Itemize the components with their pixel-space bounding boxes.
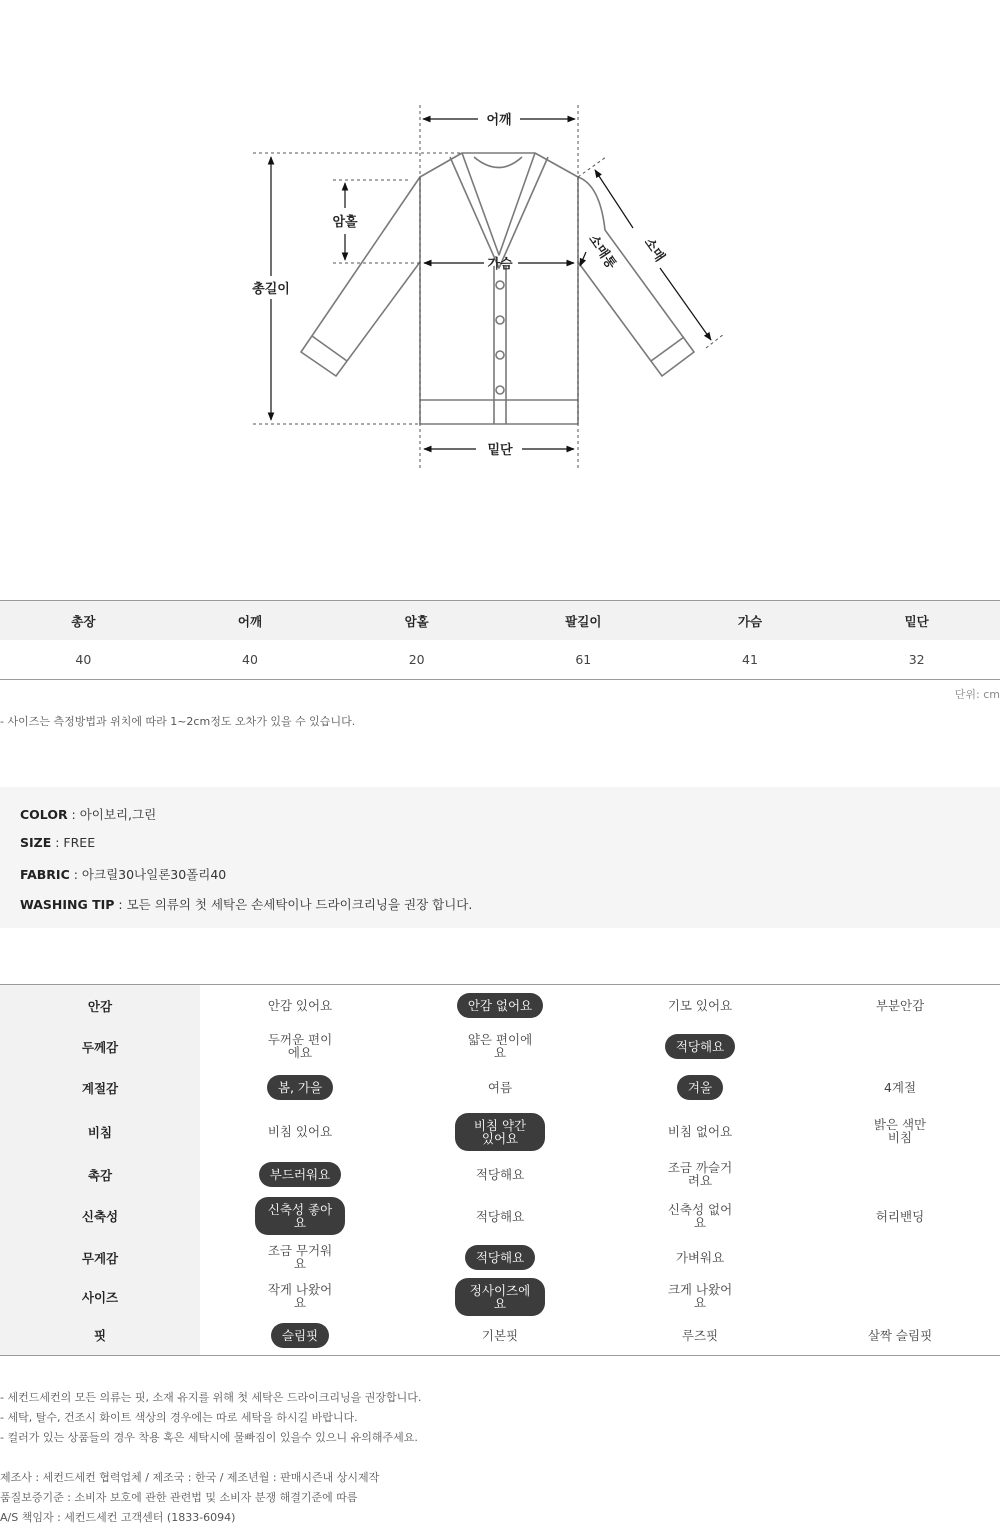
fit-option-cell	[600, 1195, 800, 1238]
info-washing	[20, 895, 472, 913]
fit-option-selected: 부드러워요	[259, 1162, 341, 1187]
info-size	[20, 835, 95, 850]
fit-option-cell	[600, 1109, 800, 1155]
fit-option-cell	[600, 1316, 800, 1356]
info-fabric-value: : 아크릴30나일론30폴리40	[69, 867, 227, 882]
fit-option-selected: 적당해요	[665, 1034, 735, 1059]
fit-option-cell	[600, 1155, 800, 1195]
fit-option-cell	[200, 985, 400, 1027]
size-value-cell: 20	[333, 640, 500, 680]
size-value-cell: 40	[167, 640, 334, 680]
care-note: - 세탁, 탈수, 건조시 화이트 색상의 경우에는 따로 세탁을 하시길 바랍니다.	[0, 1411, 358, 1424]
fit-option: 조금 무거워요	[267, 1243, 333, 1271]
fit-option-cell	[800, 985, 1000, 1027]
fit-option-cell	[400, 1155, 600, 1195]
size-value-cell: 40	[0, 640, 167, 680]
fit-row	[0, 1195, 1000, 1238]
fit-option-cell	[600, 1027, 800, 1067]
fit-option-selected: 봄, 가을	[267, 1075, 333, 1100]
fit-row-label: 사이즈	[0, 1278, 200, 1316]
info-color-label: COLOR	[20, 807, 68, 822]
fit-option: 신축성 없어요	[667, 1201, 733, 1230]
size-value-cell: 41	[667, 640, 834, 680]
fit-option-cell	[800, 1278, 1000, 1316]
fit-row	[0, 1238, 1000, 1278]
fit-option-cell	[800, 1195, 1000, 1238]
size-header-cell: 총장	[0, 601, 167, 641]
fit-option: 기모 있어요	[667, 998, 733, 1014]
info-washing-value: : 모든 의류의 첫 세탁은 손세탁이나 드라이크리닝을 권장 합니다.	[114, 897, 473, 912]
manufacturer-line: 제조사 : 세컨드세컨 협력업체 / 제조국 : 한국 / 제조년월 : 판매시즌내 상시제작	[0, 1471, 380, 1484]
fit-option: 작게 나왔어요	[267, 1282, 333, 1310]
fit-option-cell	[200, 1027, 400, 1067]
fit-option-selected: 슬림핏	[271, 1323, 329, 1348]
fit-row-label: 촉감	[0, 1155, 200, 1195]
label-shoulder: 어깨	[486, 113, 512, 128]
label-chest: 가슴	[487, 257, 513, 272]
size-header-cell: 어깨	[167, 601, 334, 641]
fit-option: 부분안감	[875, 998, 925, 1014]
care-note: - 세컨드세컨의 모든 의류는 핏, 소재 유지를 위해 첫 세탁은 드라이크리닝을 권장합니다.	[0, 1391, 422, 1404]
label-sleeve: 소매	[640, 235, 668, 265]
fit-option: 살짝 슬림핏	[867, 1327, 933, 1343]
quality-line: 품질보증기준 : 소비자 보호에 관한 관련법 및 소비자 분쟁 해결기준에 따름	[0, 1491, 358, 1504]
fit-option: 얇은 편이에요	[467, 1032, 533, 1060]
fit-option-selected: 안감 없어요	[457, 993, 543, 1018]
size-value-cell: 61	[500, 640, 667, 680]
fit-option-cell	[600, 1278, 800, 1316]
fit-option-cell	[800, 1067, 1000, 1109]
fit-row	[0, 1067, 1000, 1109]
size-value-cell: 32	[833, 640, 1000, 680]
fit-option: 밝은 색만 비침	[873, 1117, 927, 1145]
info-color	[20, 805, 156, 823]
unit-label: 단위: cm	[954, 688, 1000, 701]
size-header-cell: 팔길이	[500, 601, 667, 641]
fit-option-cell	[400, 1109, 600, 1155]
fit-option: 두꺼운 편이에요	[267, 1032, 333, 1060]
fit-option: 비침 없어요	[667, 1124, 733, 1139]
size-header-cell: 밑단	[833, 601, 1000, 641]
label-armhole: 암홀	[332, 215, 358, 230]
fit-option: 적당해요	[475, 1208, 525, 1224]
info-size-value: : FREE	[51, 835, 96, 850]
manufacturer-info	[0, 1468, 379, 1528]
fit-row-label: 무게감	[0, 1238, 200, 1278]
fit-option: 크게 나왔어요	[667, 1282, 733, 1310]
fit-option-cell	[400, 1067, 600, 1109]
fit-option-cell	[200, 1316, 400, 1356]
fit-option-cell	[800, 1155, 1000, 1195]
fit-option-cell	[800, 1109, 1000, 1155]
fit-option-cell	[200, 1238, 400, 1278]
fit-option: 4계절	[883, 1080, 917, 1095]
fit-option-cell	[600, 985, 800, 1027]
size-header-cell: 가슴	[667, 601, 834, 641]
label-hem: 밑단	[487, 443, 513, 458]
fit-option: 루즈핏	[681, 1327, 719, 1343]
fit-option: 안감 있어요	[267, 998, 333, 1014]
fit-option-selected: 신축성 좋아요	[255, 1197, 345, 1235]
fit-option: 가벼워요	[675, 1250, 725, 1265]
fit-option-cell	[200, 1155, 400, 1195]
fit-option-cell	[200, 1278, 400, 1316]
label-sleeve-width: 소매통	[585, 232, 619, 272]
fit-row	[0, 985, 1000, 1027]
info-fabric	[20, 865, 226, 883]
fit-option-cell	[200, 1067, 400, 1109]
product-info-box	[0, 787, 1000, 928]
info-color-value: : 아이보리,그린	[67, 807, 157, 822]
fit-row	[0, 1155, 1000, 1195]
fit-row-label: 핏	[0, 1316, 200, 1356]
info-fabric-label: FABRIC	[20, 867, 70, 882]
fit-option-cell	[400, 1027, 600, 1067]
fit-option-cell	[400, 985, 600, 1027]
fit-row	[0, 1027, 1000, 1067]
info-washing-label: WASHING TIP	[20, 897, 115, 912]
fit-option: 적당해요	[475, 1167, 525, 1182]
fit-row	[0, 1316, 1000, 1356]
fit-option-cell	[800, 1316, 1000, 1356]
fit-row-label: 계절감	[0, 1067, 200, 1109]
fit-row-label: 안감	[0, 985, 200, 1027]
fit-option-cell	[400, 1278, 600, 1316]
fit-row-label: 두께감	[0, 1027, 200, 1067]
care-notes	[0, 1388, 421, 1448]
fit-option-cell	[600, 1067, 800, 1109]
size-header-cell: 암홀	[333, 601, 500, 641]
cardigan-illustration	[301, 153, 694, 424]
fit-option-selected: 정사이즈에요	[455, 1278, 545, 1316]
fit-option: 허리밴딩	[875, 1208, 925, 1224]
fit-option: 비침 있어요	[267, 1124, 333, 1139]
fit-option-cell	[200, 1109, 400, 1155]
fit-option: 기본핏	[481, 1327, 519, 1343]
care-note: - 컬러가 있는 상품들의 경우 착용 혹은 세탁시에 물빠짐이 있을수 있으니 유의해주세요.	[0, 1431, 418, 1444]
fit-option: 조금 까슬거려요	[667, 1160, 733, 1188]
size-table-row	[0, 640, 1000, 680]
measurement-diagram	[0, 0, 1000, 560]
fit-option: 여름	[487, 1080, 513, 1095]
fit-option-cell	[800, 1238, 1000, 1278]
size-note: - 사이즈는 측정방법과 위치에 따라 1~2cm정도 오차가 있을 수 있습니다.	[0, 715, 356, 728]
fit-option-cell	[400, 1238, 600, 1278]
fit-option-selected: 겨울	[677, 1075, 723, 1100]
fit-option-selected: 비침 약간 있어요	[455, 1113, 545, 1151]
fit-row-label: 비침	[0, 1109, 200, 1155]
fit-row	[0, 1109, 1000, 1155]
fit-option-cell	[200, 1195, 400, 1238]
fit-option-cell	[600, 1238, 800, 1278]
size-table	[0, 600, 1000, 680]
fit-row-label: 신축성	[0, 1195, 200, 1238]
fit-option-cell	[800, 1027, 1000, 1067]
as-contact-line: A/S 책임자 : 세컨드세컨 고객센터 (1833-6094)	[0, 1511, 236, 1524]
fit-row	[0, 1278, 1000, 1316]
fit-option-selected: 적당해요	[465, 1245, 535, 1270]
size-table-header	[0, 601, 1000, 641]
fit-option-cell	[400, 1316, 600, 1356]
fit-option-cell	[400, 1195, 600, 1238]
info-size-label: SIZE	[20, 835, 52, 850]
fit-table	[0, 984, 1000, 1356]
label-total-length: 총길이	[252, 282, 290, 297]
